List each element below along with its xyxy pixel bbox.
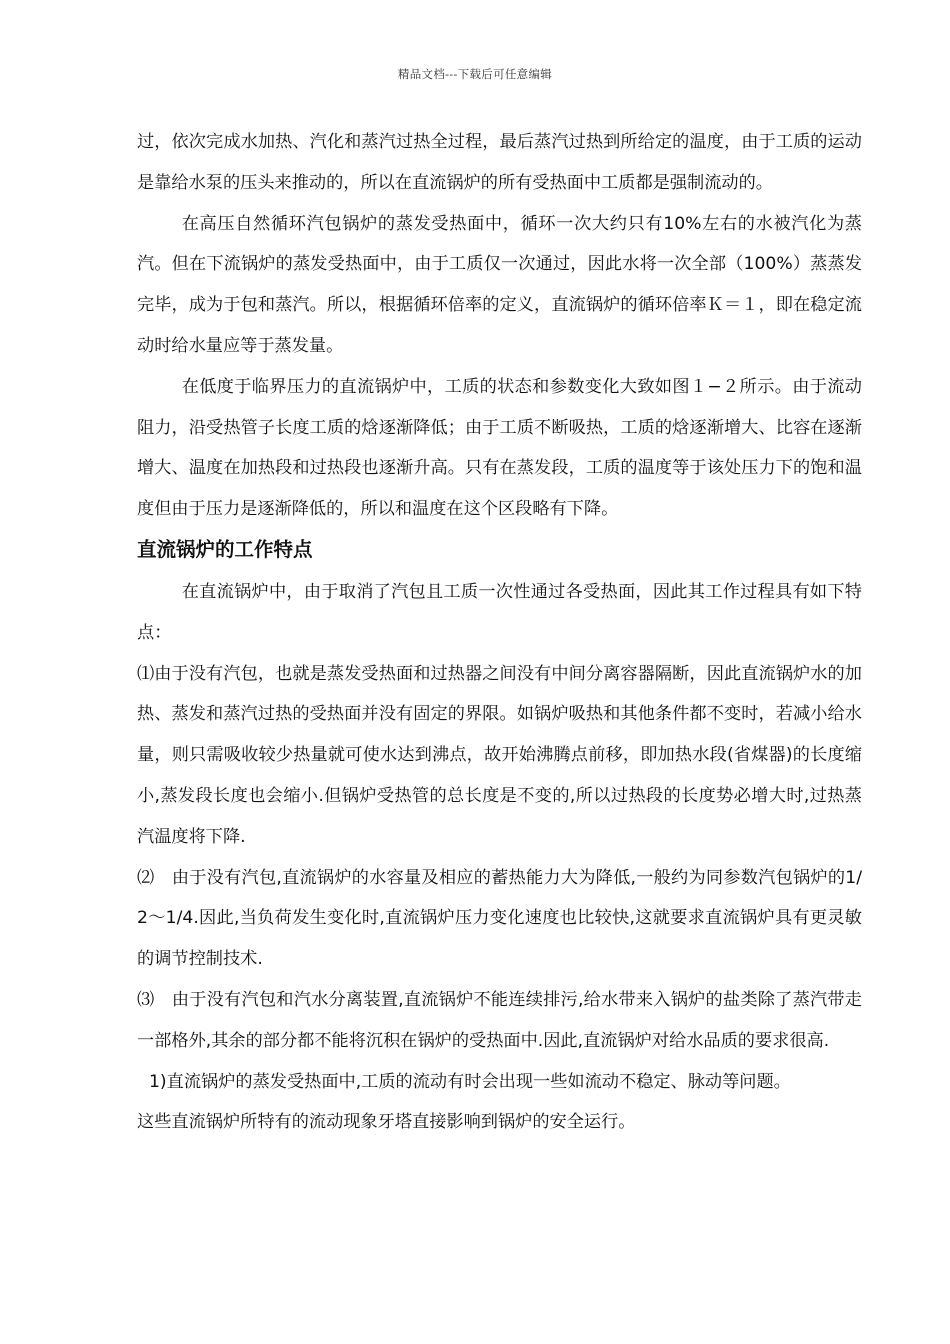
closing-paragraph: 这些直流锅炉所特有的流动现象牙塔直接影响到锅炉的安全运行。 — [137, 1112, 636, 1133]
paragraph-circulation: 在高压自然循环汽包锅炉的蒸发受热面中，循环一次大约只有10%左右的水被汽化为蒸汽。但在下流锅炉的蒸发受热面中，由于工质仅一次通过，因此水将一次全部（100%）蒸蒸发完毕，成为于包和蒸汽。所以，根据循环倍率的定义，直流锅炉的循环倍率Ｋ＝１，即在稳定流动时给水量应等于蒸发量。 — [137, 213, 863, 356]
document-body — [137, 122, 862, 1143]
paragraph-continuation: 过，依次完成水加热、汽化和蒸汽过热全过程，最后蒸汽过热到所给定的温度，由于工质的运动是靠给水泵的压头来推动的，所以在直流锅炉的所有受热面中工质都是强制流动的。 — [137, 132, 862, 193]
section-intro: 在直流锅炉中，由于取消了汽包且工质一次性通过各受热面，因此其工作过程具有如下特点： — [137, 581, 862, 643]
list-item-3: ⑶ 由于没有汽包和汽水分离装置,直流锅炉不能连续排污,给水带来入锅炉的盐类除了蒸汽带走一部格外,其余的部分都不能将沉积在锅炉的受热面中.因此,直流锅炉对给水品质的要求很高. — [137, 989, 862, 1051]
paragraph-subcritical: 在低度于临界压力的直流锅炉中，工质的状态和参数变化大致如图１−２所示。由于流动阻力，沿受热管子长度工质的焓逐渐降低；由于工质不断吸热，工质的焓逐渐增大、比容在逐渐增大、温度在加热段和过热段也逐渐升高。只有在蒸发段，工质的温度等于该处压力下的饱和温度但由于压力是逐渐降低的，所以和温度在这个区段略有下降。 — [137, 376, 862, 520]
list-item-1: ⑴由于没有汽包，也就是蒸发受热面和过热器之间没有中间分离容器隔断，因此直流锅炉水的加热、蒸发和蒸汽过热的受热面并没有固定的界限。如锅炉吸热和其他条件都不变时，若减小给水量，则只需吸收较少热量就可使水达到沸点，故开始沸腾点前移，即加热水段(省煤器)的长度缩小,蒸发段长度也会缩小.但锅炉受热管的总长度是不变的,所以过热段的长度势必增大时,过热蒸汽温度将下降. — [137, 663, 862, 847]
page-header: 精品文档---下载后可任意编辑 — [397, 67, 553, 81]
list-item-2: ⑵ 由于没有汽包,直流锅炉的水容量及相应的蓄热能力大为降低,一般约为同参数汽包锅炉的1/2～1/4.因此,当负荷发生变化时,直流锅炉压力变化速度也比较快,这就要求直流锅炉具有更灵敏的调节控制技术. — [137, 867, 862, 970]
sub-list-item-1: 1)直流锅炉的蒸发受热面中,工质的流动有时会出现一些如流动不稳定、脉动等问题。 — [149, 1071, 791, 1092]
section-title: 直流锅炉的工作特点 — [137, 537, 313, 561]
